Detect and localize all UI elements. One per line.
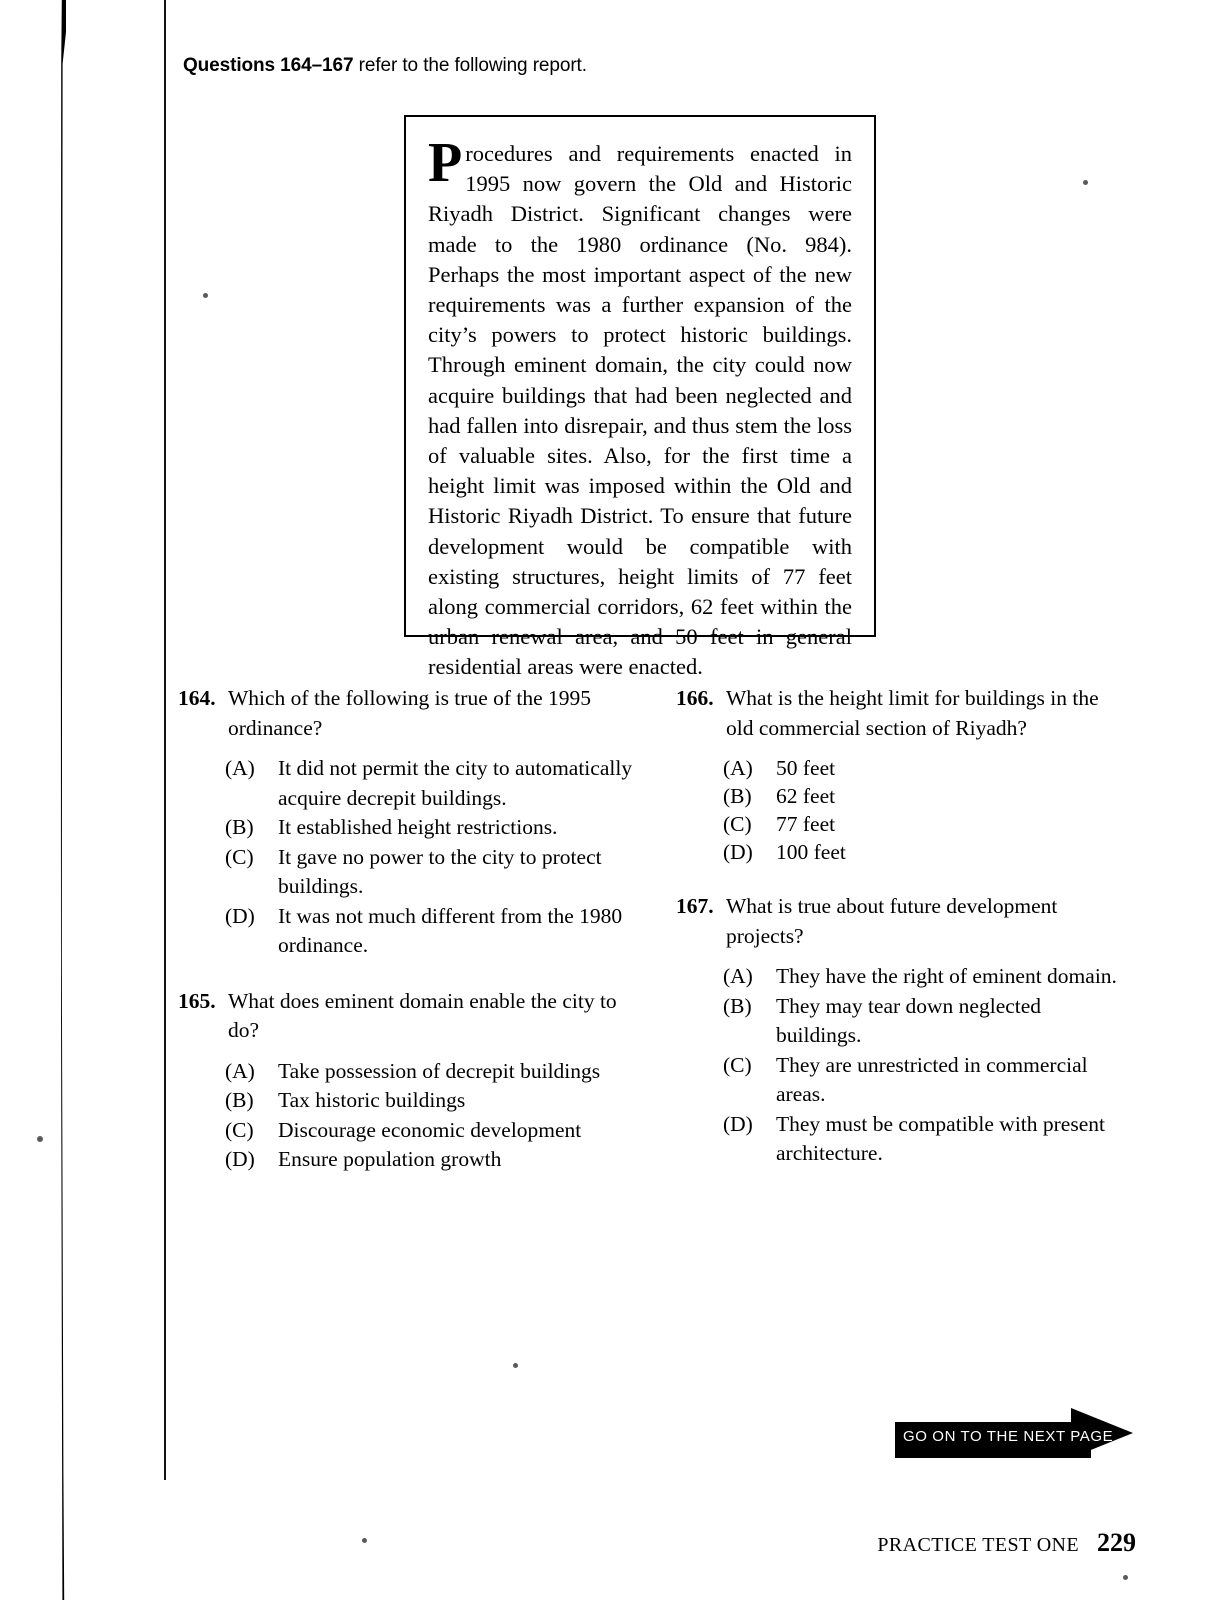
passage-body: rocedures and requirements enacted in 1995 now govern the Old and Historic Riyadh District. Significant changes were made to the 1980 ordinance (No. 984). Perhaps the most important aspect of the new requirements was a further expansion of the city’s powers to protect historic buildings. Through eminent domain, the city could now acquire buildings that had been neglected and had fallen into disrepair, and thus stem the loss of valuable sites. Also, for the first time a height limit was imposed within the Old and Historic Riyadh District. To ensure that future development would be compatible with existing structures, height limits of 77 feet along commercial corridors, 62 feet within the urban renewal area, and 50 feet in general residential areas were enacted. bbox=[428, 141, 852, 680]
question-164-option-c[interactable] bbox=[225, 843, 633, 902]
question-164-option-b[interactable] bbox=[225, 813, 633, 843]
question-167-option-d[interactable] bbox=[723, 1110, 1131, 1169]
questions-column-right bbox=[676, 684, 1131, 1195]
option-letter: (C) bbox=[723, 812, 752, 836]
option-text: Ensure population growth bbox=[278, 1147, 502, 1171]
question-165-options bbox=[178, 1057, 633, 1175]
question-164-number: 164. bbox=[178, 686, 216, 710]
option-text: It did not permit the city to automatically acquire decrepit buildings. bbox=[278, 756, 633, 810]
questions-column-left bbox=[178, 684, 633, 1201]
option-letter: (A) bbox=[723, 756, 753, 780]
question-167-stem bbox=[676, 892, 1131, 951]
scan-speck bbox=[1123, 1575, 1128, 1580]
question-166-number: 166. bbox=[676, 686, 714, 710]
reading-passage-box bbox=[404, 115, 876, 680]
question-165-number: 165. bbox=[178, 988, 216, 1013]
question-166-option-b[interactable] bbox=[723, 782, 1131, 810]
reading-passage-text bbox=[406, 117, 874, 683]
question-164-options bbox=[178, 754, 633, 961]
option-text: Take possession of decrepit buildings bbox=[278, 1058, 601, 1083]
option-letter: (D) bbox=[225, 1147, 255, 1171]
option-letter: (C) bbox=[225, 844, 254, 869]
scan-speck bbox=[1083, 180, 1088, 185]
question-166-option-d[interactable] bbox=[723, 838, 1131, 866]
option-text: Discourage economic development bbox=[278, 1117, 582, 1142]
option-letter: (D) bbox=[225, 903, 255, 928]
option-letter: (A) bbox=[225, 756, 255, 780]
option-letter: (D) bbox=[723, 840, 753, 864]
page-margin-rule bbox=[164, 0, 166, 1480]
question-167 bbox=[676, 892, 1131, 1169]
question-165-option-b[interactable] bbox=[225, 1086, 633, 1116]
option-letter: (B) bbox=[225, 1088, 254, 1112]
question-165-option-a[interactable] bbox=[225, 1057, 633, 1087]
question-165 bbox=[178, 987, 633, 1175]
question-165-stem bbox=[178, 987, 633, 1046]
option-text: It was not much different from the 1980 ordinance. bbox=[278, 903, 623, 957]
banner-label: GO ON TO THE NEXT PAGE bbox=[903, 1428, 1114, 1445]
question-164-option-d[interactable] bbox=[225, 902, 633, 961]
option-letter: (C) bbox=[225, 1117, 254, 1142]
question-164 bbox=[178, 684, 633, 961]
page-footer bbox=[877, 1528, 1136, 1558]
option-letter: (B) bbox=[225, 815, 254, 839]
scan-speck bbox=[37, 1136, 43, 1142]
go-on-next-page-banner bbox=[895, 1408, 1133, 1458]
question-range-header bbox=[183, 55, 587, 77]
option-text: They may tear down neglected buildings. bbox=[776, 993, 1042, 1047]
question-164-stem bbox=[178, 684, 633, 743]
question-165-option-d[interactable] bbox=[225, 1145, 633, 1175]
scan-speck bbox=[513, 1363, 518, 1368]
question-166 bbox=[676, 684, 1131, 866]
question-166-option-c[interactable] bbox=[723, 810, 1131, 838]
question-167-options bbox=[676, 962, 1131, 1169]
option-letter: (C) bbox=[723, 1052, 752, 1077]
question-164-option-a[interactable] bbox=[225, 754, 633, 813]
option-text: 50 feet bbox=[776, 756, 836, 780]
question-range: Questions 164–167 bbox=[183, 55, 354, 76]
question-166-options bbox=[676, 754, 1131, 866]
option-letter: (B) bbox=[723, 993, 752, 1018]
footer-page-number: 229 bbox=[1097, 1528, 1136, 1557]
option-text: They have the right of eminent domain. bbox=[776, 964, 1117, 988]
option-text: 77 feet bbox=[776, 812, 836, 836]
passage-dropcap: P bbox=[428, 132, 463, 194]
option-text: 100 feet bbox=[776, 840, 846, 864]
question-166-text: What is the height limit for buildings in the old commercial section of Riyadh? bbox=[726, 686, 1099, 740]
option-letter: (A) bbox=[225, 1058, 255, 1083]
option-text: It established height restrictions. bbox=[278, 815, 558, 839]
question-167-number: 167. bbox=[676, 894, 714, 918]
option-letter: (B) bbox=[723, 784, 752, 808]
question-range-suffix: refer to the following report. bbox=[353, 55, 587, 76]
question-167-text: What is true about future development projects? bbox=[726, 894, 1058, 948]
option-letter: (A) bbox=[723, 964, 753, 988]
option-text: They are unrestricted in commercial areas. bbox=[776, 1052, 1088, 1106]
question-164-text: Which of the following is true of the 1995 ordinance? bbox=[228, 686, 592, 740]
book-binding-shadow bbox=[56, 0, 66, 1600]
option-letter: (D) bbox=[723, 1111, 753, 1136]
question-167-option-c[interactable] bbox=[723, 1051, 1131, 1110]
question-165-text: What does eminent domain enable the city to do? bbox=[228, 988, 617, 1042]
question-166-option-a[interactable] bbox=[723, 754, 1131, 782]
scan-speck bbox=[362, 1538, 367, 1543]
question-166-stem bbox=[676, 684, 1131, 743]
question-167-option-b[interactable] bbox=[723, 992, 1131, 1051]
question-165-option-c[interactable] bbox=[225, 1116, 633, 1146]
question-167-option-a[interactable] bbox=[723, 962, 1131, 992]
option-text: They must be compatible with present architecture. bbox=[776, 1111, 1105, 1165]
option-text: It gave no power to the city to protect buildings. bbox=[278, 844, 602, 898]
option-text: 62 feet bbox=[776, 784, 836, 808]
option-text: Tax historic buildings bbox=[278, 1088, 466, 1112]
footer-test-label: PRACTICE TEST ONE bbox=[877, 1534, 1079, 1556]
scan-speck bbox=[203, 293, 208, 298]
